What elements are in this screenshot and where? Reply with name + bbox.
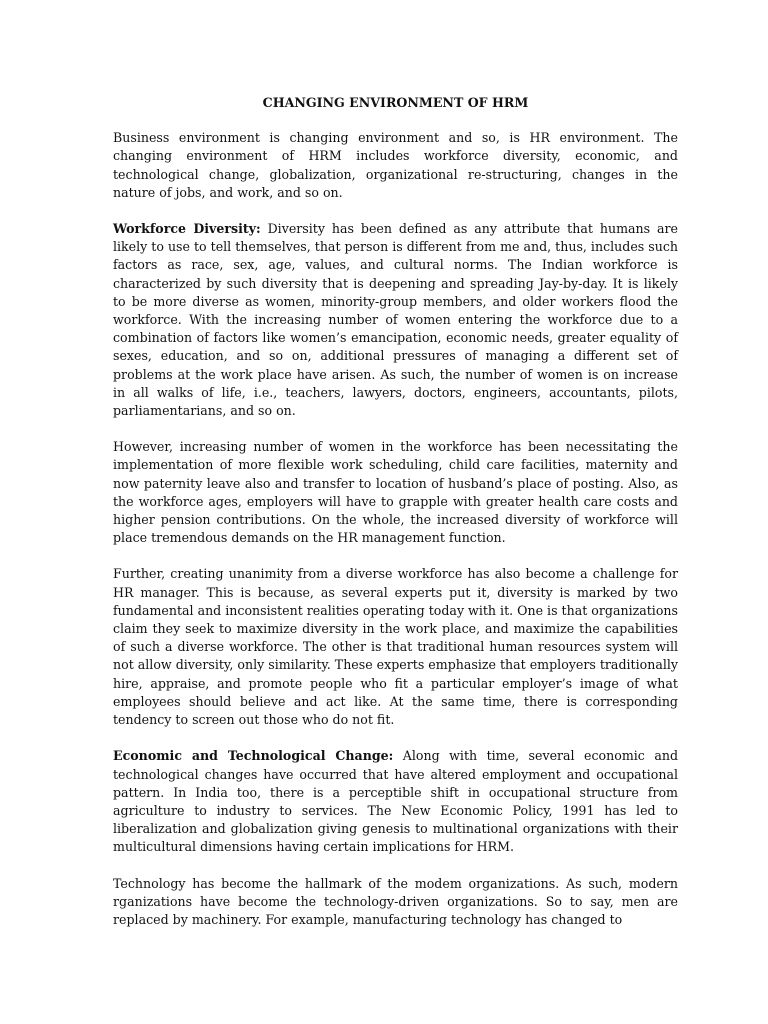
paragraph-technology	[113, 875, 678, 930]
paragraph-workforce-diversity	[113, 220, 678, 420]
paragraph-unanimity	[113, 565, 678, 729]
section-heading: Workforce Diversity:	[113, 221, 261, 237]
paragraph-economic-change	[113, 747, 678, 856]
paragraph-women-workforce	[113, 438, 678, 547]
section-heading: Economic and Technological Change:	[113, 748, 394, 764]
paragraph-text: Further, creating unanimity from a diverse workforce has also become a challenge for HR manager. This is because, as several experts put it, diversity is marked by two fundamental and inconsistent realities operating today with it. One is that organizations claim they seek to maximize diversity in the work place, and maximize the capabilities of such a diverse workforce. The other is that traditional human resources system will not allow diversity, only similarity. These experts emphasize that employers traditionally hire, appraise, and promote people who fit a particular employer’s image of what employees should believe and act like. At the same time, there is corresponding tendency to screen out those who do not fit.	[113, 566, 678, 728]
paragraph-intro	[113, 129, 678, 202]
document-page	[113, 94, 678, 947]
paragraph-text: Along with time, several economic and technological changes have occurred that have altered employment and occupational pattern. In India too, there is a perceptible shift in occupational structure from agriculture to industry to services. The New Economic Policy, 1991 has led to liberalization and globalization giving genesis to multinational organizations with their multicultural dimensions having certain implications for HRM.	[113, 748, 679, 855]
paragraph-text: Business environment is changing environment and so, is HR environment. The changing environment of HRM includes workforce diversity, economic, and technological change, globalization, organizational re-structuring, changes in the nature of jobs, and work, and so on.	[113, 130, 678, 200]
paragraph-text: However, increasing number of women in the workforce has been necessitating the implementation of more flexible work scheduling, child care facilities, maternity and now paternity leave also and transfer to location of husband’s place of posting. Also, as the workforce ages, employers will have to grapple with greater health care costs and higher pension contributions. On the whole, the increased diversity of workforce will place tremendous demands on the HR management function.	[113, 439, 678, 546]
page-title: CHANGING ENVIRONMENT OF HRM	[262, 95, 529, 110]
paragraph-text: Diversity has been defined as any attribute that humans are likely to use to tell themselves, that person is different from me and, thus, includes such factors as race, sex, age, values, and cultural norms. The Indian workforce is characterized by such diversity that is deepening and spreading Jay-by-day. It is likely to be more diverse as women, minority-group members, and older workers flood the workforce. With the increasing number of women entering the workforce due to a combination of factors like women’s emancipation, economic needs, greater equality of sexes, education, and so on, additional pressures of managing a different set of problems at the work place have arisen. As such, the number of women is on increase in all walks of life, i.e., teachers, lawyers, doctors, engineers, accountants, pilots, parliamentarians, and so on.	[113, 221, 678, 419]
paragraph-text: Technology has become the hallmark of the modem organizations. As such, modern rganizations have become the technology-driven organizations. So to say, men are replaced by machinery. For example, manufacturing technology has changed to	[113, 875, 678, 927]
